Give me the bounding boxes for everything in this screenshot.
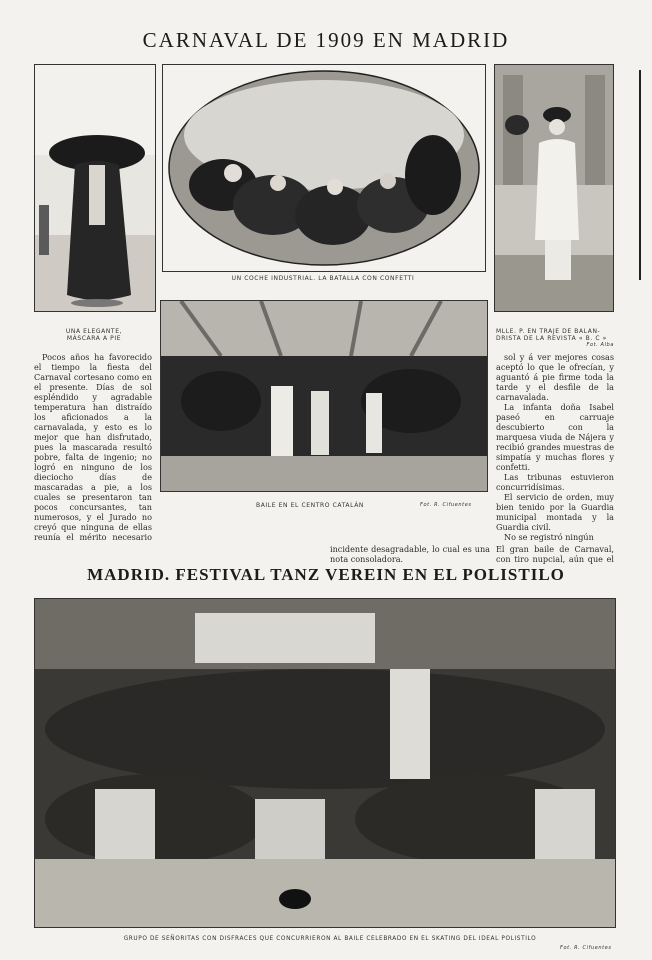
page-edge-line — [639, 70, 641, 280]
article-tail-left: incidente desagradable, lo cual es una nota consoladora. — [330, 544, 490, 564]
caption-confetti-battle: UN COCHE INDUSTRIAL. LA BATALLA CON CONFETTI — [231, 275, 415, 282]
article-right-paragraph-2: La infanta doña Isabel paseó en carruaje descubierto con la marquesa viuda de Nájera y recibió grandes muestras de simpatía y muchas flores y confetti. — [496, 402, 614, 472]
photo-confetti-battle — [162, 64, 486, 272]
caption-catalan-ball: BAILE EN EL CENTRO CATALÁN — [256, 502, 364, 509]
article-right-paragraph-5: No se registró ningún — [504, 532, 594, 542]
caption-skating-group: GRUPO DE SEÑORITAS CON DISFRACES QUE CONCURRIERON AL BAILE CELEBRADO EN EL SKATING DEL IDEAL POLISTILO — [123, 936, 537, 942]
credit-catalan-ball: Fot. R. Cifuentes — [420, 502, 472, 508]
caption-masked-lady-line1: UNA ELEGANTE, — [65, 328, 123, 335]
caption-balandrista — [496, 328, 614, 348]
article-right-paragraph-4: El servicio de orden, muy bien tenido por la Guardia municipal montada y la Guardia civil. — [496, 492, 614, 532]
caption-balandrista-line2: DRISTA DE LA REVISTA « B. C » — [496, 335, 607, 342]
photo-catalan-ball — [160, 300, 488, 492]
article-left-paragraph: Pocos años ha favorecido el tiempo la fiesta del Carnaval cortesano como en el presente. Días de sol espléndido y agradable temperatura han distraído los aficionados a la carnavalada, y esto es lo mejor que han disfrutado, pues la mascarada resultó pobre, falta de ingenio; no logró en ninguno de los dieciocho días de mascaradas a pie, a los cuales se presentaron tan pocos concursantes, tan numerosos, y el Jurado no creyó que ninguna de ellas reunía el mérito necesario — [34, 352, 152, 542]
caption-masked-lady — [34, 328, 154, 342]
article-right-column — [496, 352, 614, 542]
article-tail-right: El gran baile de Carnaval, con tiro nupcial, aún que el — [496, 544, 614, 564]
photo-balandrista — [494, 64, 614, 312]
section-title: MADRID. FESTIVAL TANZ VEREIN EN EL POLISTILO — [87, 565, 565, 584]
article-right-paragraph-1: sol y á ver mejores cosas aceptó lo que le ofrecían, y aguantó á pie firme toda la tarde y el desfile de la carnavalada. — [496, 352, 614, 402]
caption-balandrista-line1: MLLE. P. EN TRAJE DE BALAN- — [496, 328, 601, 335]
photo-masked-lady — [34, 64, 156, 312]
photo-skating-group — [34, 598, 616, 928]
credit-skating-group: Fot. R. Cifuentes — [560, 945, 612, 951]
caption-masked-lady-line2: MÁSCARA A PIE — [66, 335, 122, 342]
article-right-paragraph-3: Las tribunas estuvieron concurridísimas. — [496, 472, 614, 492]
caption-balandrista-credit: Fot. Alba — [586, 342, 614, 348]
page-title: CARNAVAL DE 1909 EN MADRID — [142, 28, 510, 52]
article-left-column — [34, 352, 152, 542]
